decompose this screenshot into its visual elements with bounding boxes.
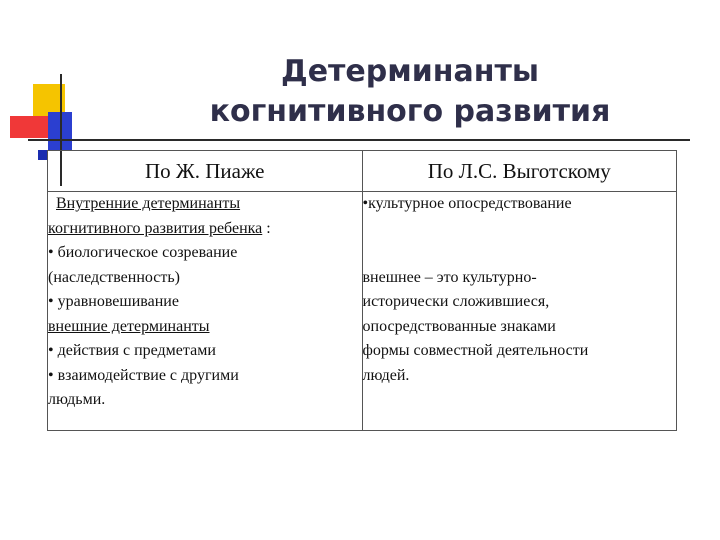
description-line: внешнее – это культурно- bbox=[362, 268, 537, 286]
internal-heading-line-1 bbox=[48, 192, 362, 217]
list-item: • уравновешивание bbox=[48, 293, 179, 310]
piaget-cell bbox=[48, 192, 363, 431]
spacer bbox=[363, 241, 677, 266]
comparison-table bbox=[47, 150, 677, 431]
description-line: опосредствованные знаками bbox=[362, 317, 556, 335]
slide-title-line-1: Детерминанты bbox=[280, 54, 540, 89]
description-line: формы совместной деятельности bbox=[362, 342, 589, 359]
internal-heading-text-2: когнитивного развития ребенка bbox=[48, 219, 263, 237]
list-item: • биологическое созревание bbox=[48, 244, 238, 261]
header-piaget: По Ж. Пиаже bbox=[48, 151, 363, 192]
description-line: людей. bbox=[362, 366, 410, 384]
table-row bbox=[48, 192, 677, 431]
slide-title bbox=[160, 52, 660, 132]
list-item: •культурное опосредствование bbox=[362, 195, 572, 212]
internal-heading-line-2 bbox=[48, 217, 362, 242]
list-item: • взаимодействие с другими bbox=[48, 366, 239, 384]
table-header-row bbox=[48, 151, 677, 192]
list-item: • действия с предметами bbox=[48, 342, 216, 359]
list-item-continuation: людьми. bbox=[48, 391, 106, 408]
header-vygotsky: По Л.С. Выготскому bbox=[362, 151, 677, 192]
list-item-continuation: (наследственность) bbox=[48, 268, 181, 286]
decor-horizontal-line bbox=[28, 139, 690, 141]
slide-title-line-2: когнитивного развития bbox=[209, 94, 611, 129]
vygotsky-cell bbox=[362, 192, 677, 431]
spacer bbox=[363, 217, 677, 242]
description-line: исторически сложившиеся, bbox=[362, 293, 550, 310]
internal-heading-colon: : bbox=[262, 219, 271, 237]
internal-heading-text-1: Внутренние детерминанты bbox=[56, 195, 241, 212]
external-heading: внешние детерминанты bbox=[48, 317, 210, 335]
